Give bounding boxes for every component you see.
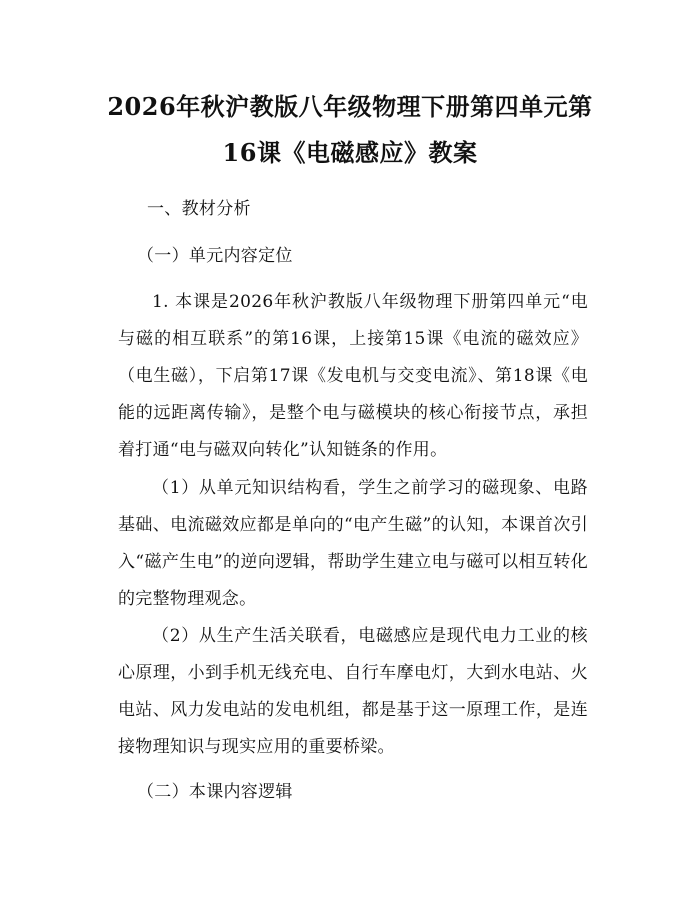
document-title-line-1: 2026年秋沪教版八年级物理下册第四单元第	[107, 92, 593, 121]
subsection-heading-lesson-logic: （二）本课内容逻辑	[137, 782, 293, 802]
subsection-heading-unit-positioning: （一）单元内容定位	[137, 246, 293, 266]
document-title-line-2: 16课《电磁感应》教案	[222, 138, 478, 167]
paragraph-1: 1. 本课是2026年秋沪教版八年级物理下册第四单元“电与磁的相互联系”的第16课，上接第15课《电流的磁效应》（电生磁），下启第17课《发电机与交变电流》、第18课《电能的远距离传输》，是整个电与磁模块的核心衔接节点，承担着打通“电与磁双向转化”认知链条的作用。	[118, 292, 588, 460]
paragraph-2: （1）从单元知识结构看，学生之前学习的磁现象、电路基础、电流磁效应都是单向的“电产生磁”的认知，本课首次引入“磁产生电”的逆向逻辑，帮助学生建立电与磁可以相互转化的完整物理观念。	[118, 478, 588, 609]
section-heading-textbook-analysis: 一、教材分析	[147, 199, 251, 219]
paragraph-3: （2）从生产生活关联看，电磁感应是现代电力工业的核心原理，小到手机无线充电、自行车摩电灯，大到水电站、火电站、风力发电站的发电机组，都是基于这一原理工作，是连接物理知识与现实应用的重要桥梁。	[118, 626, 588, 757]
